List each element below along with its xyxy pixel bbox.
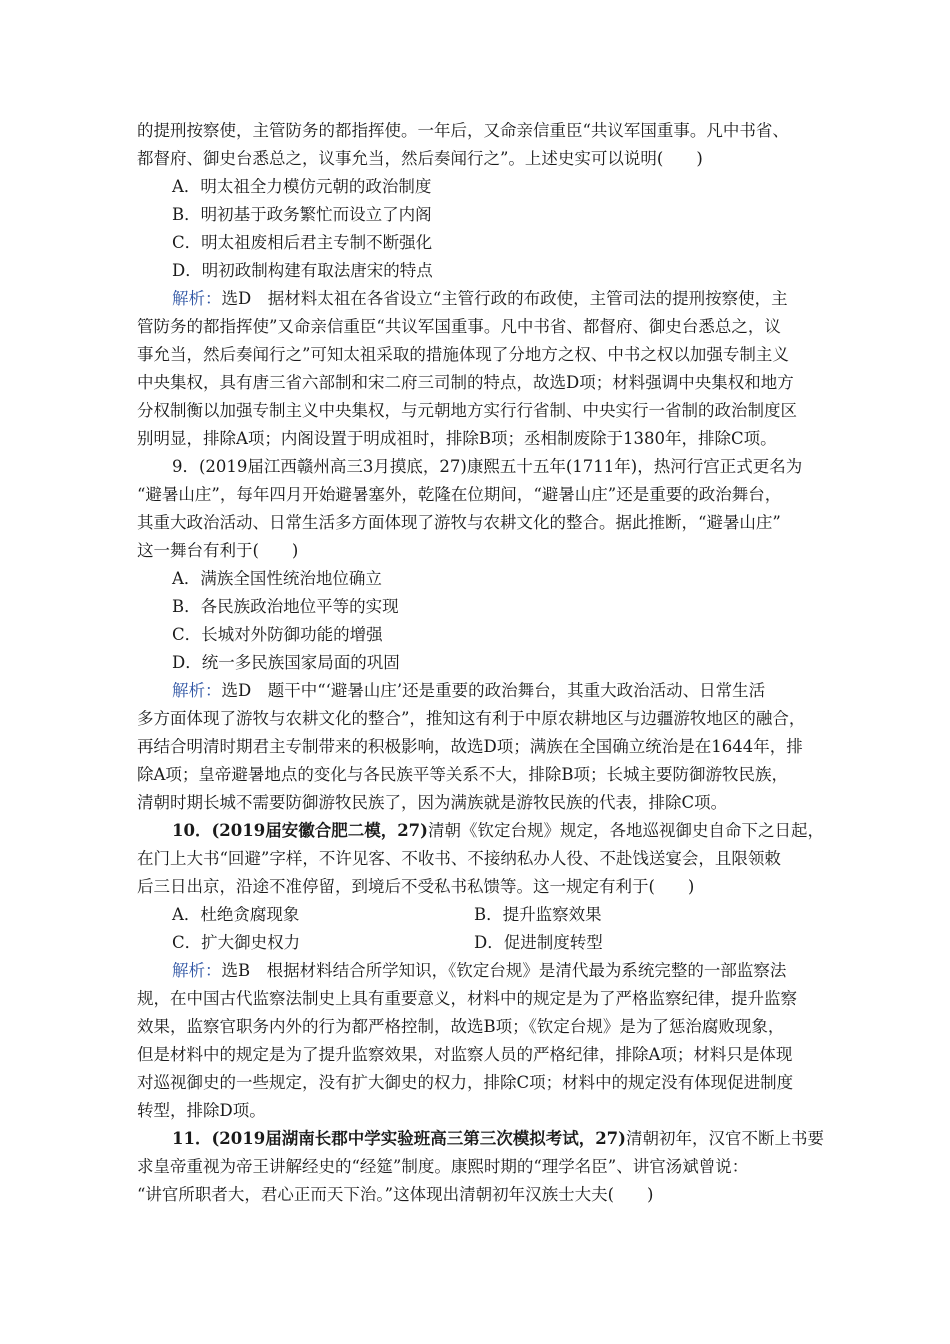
q9-option-c: C．长城对外防御功能的增强 bbox=[172, 625, 383, 644]
q8-analysis-line-5: 分权制衡以加强专制主义中央集权，与元朝地方实行行省制、中央实行一省制的政治制度区 bbox=[137, 401, 797, 420]
q8-analysis-line-3: 事允当，然后奏闻行之”可知太祖采取的措施体现了分地方之权、中书之权以加强专制主义 bbox=[137, 345, 789, 364]
q9-analysis-line-3: 再结合明清时期君主专制带来的积极影响，故选D项；满族在全国确立统治是在1644年，排 bbox=[137, 737, 803, 756]
analysis-label: 解析： bbox=[172, 289, 222, 308]
q9-option-b: B．各民族政治地位平等的实现 bbox=[172, 597, 399, 616]
q11-stem-line-1: 11．(2019届湖南长郡中学实验班高三第三次模拟考试，27)清朝初年，汉官不断上书要 bbox=[172, 1129, 824, 1148]
q11-stem-line-2: 求皇帝重视为帝王讲解经史的“经筵”制度。康熙时期的“理学名臣”、讲官汤斌曾说： bbox=[137, 1157, 749, 1176]
q10-analysis-line-4: 但是材料中的规定是为了提升监察效果，对监察人员的严格纪律，排除A项；材料只是体现 bbox=[137, 1045, 793, 1064]
q10-stem-line-3: 后三日出京，沿途不准停留，到境后不受私书私馈等。这一规定有利于( ) bbox=[137, 877, 695, 896]
q8-analysis-line-6: 别明显，排除A项；内阁设置于明成祖时，排除B项；丞相制废除于1380年，排除C项。 bbox=[137, 429, 777, 448]
q8-option-c: C．明太祖废相后君主专制不断强化 bbox=[172, 233, 433, 252]
q8-stem-line-1: 的提刑按察使，主管防务的都指挥使。一年后，又命亲信重臣“共议军国重事。凡中书省、 bbox=[137, 121, 789, 140]
q8-analysis-line-2: 管防务的都指挥使”又命亲信重臣“共议军国重事。凡中书省、都督府、御史台悉总之，议 bbox=[137, 317, 781, 336]
q8-analysis-line-4: 中央集权，具有唐三省六部制和宋二府三司制的特点，故选D项；材料强调中央集权和地方 bbox=[137, 373, 794, 392]
q9-stem-line-4: 这一舞台有利于( ) bbox=[137, 541, 299, 560]
q10-option-d: D．促进制度转型 bbox=[474, 933, 603, 952]
q10-analysis-line-1: 解析：选B 根据材料结合所学知识，《钦定台规》是清代最为系统完整的一部监察法 bbox=[172, 961, 787, 980]
q11-stem-line-3: “讲官所职者大，君心正而天下治。”这体现出清朝初年汉族士大夫( ) bbox=[137, 1185, 654, 1204]
q10-analysis-line-5: 对巡视御史的一些规定，没有扩大御史的权力，排除C项；材料中的规定没有体现促进制度 bbox=[137, 1073, 794, 1092]
q10-analysis-line-3: 效果，监察官职务内外的行为都严格控制，故选B项；《钦定台规》是为了惩治腐败现象， bbox=[137, 1017, 785, 1036]
q9-analysis-line-1: 解析：选D 题干中“‘避暑山庄’还是重要的政治舞台，其重大政治活动、日常生活 bbox=[172, 681, 766, 700]
q10-stem-line-2: 在门上大书“回避”字样，不许见客、不收书、不接纳私办人役、不赴饯送宴会，且限领敕 bbox=[137, 849, 781, 868]
q10-option-c: C．扩大御史权力 bbox=[172, 933, 301, 952]
q10-stem-line-1: 10．(2019届安徽合肥二模，27)清朝《钦定台规》规定，各地巡视御史自命下之日起， bbox=[172, 821, 824, 840]
q8-analysis-line-1: 解析：选D 据材料太祖在各省设立“主管行政的布政使，主管司法的提刑按察使，主 bbox=[172, 289, 788, 308]
q9-stem-line-3: 其重大政治活动、日常生活多方面体现了游牧与农耕文化的整合。据此推断，“避暑山庄” bbox=[137, 513, 781, 532]
q10-option-a: A．杜绝贪腐现象 bbox=[172, 905, 300, 924]
q9-analysis-line-5: 清朝时期长城不需要防御游牧民族了，因为满族就是游牧民族的代表，排除C项。 bbox=[137, 793, 728, 812]
q9-stem-line-2: “避暑山庄”，每年四月开始避暑塞外，乾隆在位期间，“避暑山庄”还是重要的政治舞台， bbox=[137, 485, 782, 504]
q9-stem-line-1: 9．(2019届江西赣州高三3月摸底，27)康熙五十五年(1711年)，热河行宫正式更名为 bbox=[172, 457, 803, 476]
q10-analysis-line-6: 转型，排除D项。 bbox=[137, 1101, 266, 1120]
q10-analysis-line-2: 规，在中国古代监察法制史上具有重要意义，材料中的规定是为了严格监察纪律，提升监察 bbox=[137, 989, 797, 1008]
q9-option-d: D．统一多民族国家局面的巩固 bbox=[172, 653, 400, 672]
q8-option-d: D．明初政制构建有取法唐宋的特点 bbox=[172, 261, 433, 280]
q9-option-a: A．满族全国性统治地位确立 bbox=[172, 569, 382, 588]
q9-analysis-line-4: 除A项；皇帝避暑地点的变化与各民族平等关系不大，排除B项；长城主要防御游牧民族， bbox=[137, 765, 789, 784]
q8-stem-line-2: 都督府、御史台悉总之，议事允当，然后奏闻行之”。上述史实可以说明( ) bbox=[137, 149, 703, 168]
analysis-label: 解析： bbox=[172, 961, 222, 980]
q8-option-a: A．明太祖全力模仿元朝的政治制度 bbox=[172, 177, 432, 196]
q8-option-b: B．明初基于政务繁忙而设立了内阁 bbox=[172, 205, 432, 224]
q9-analysis-line-2: 多方面体现了游牧与农耕文化的整合”，推知这有利于中原农耕地区与边疆游牧地区的融合， bbox=[137, 709, 806, 728]
q10-option-b: B．提升监察效果 bbox=[474, 905, 602, 924]
analysis-label: 解析： bbox=[172, 681, 222, 700]
